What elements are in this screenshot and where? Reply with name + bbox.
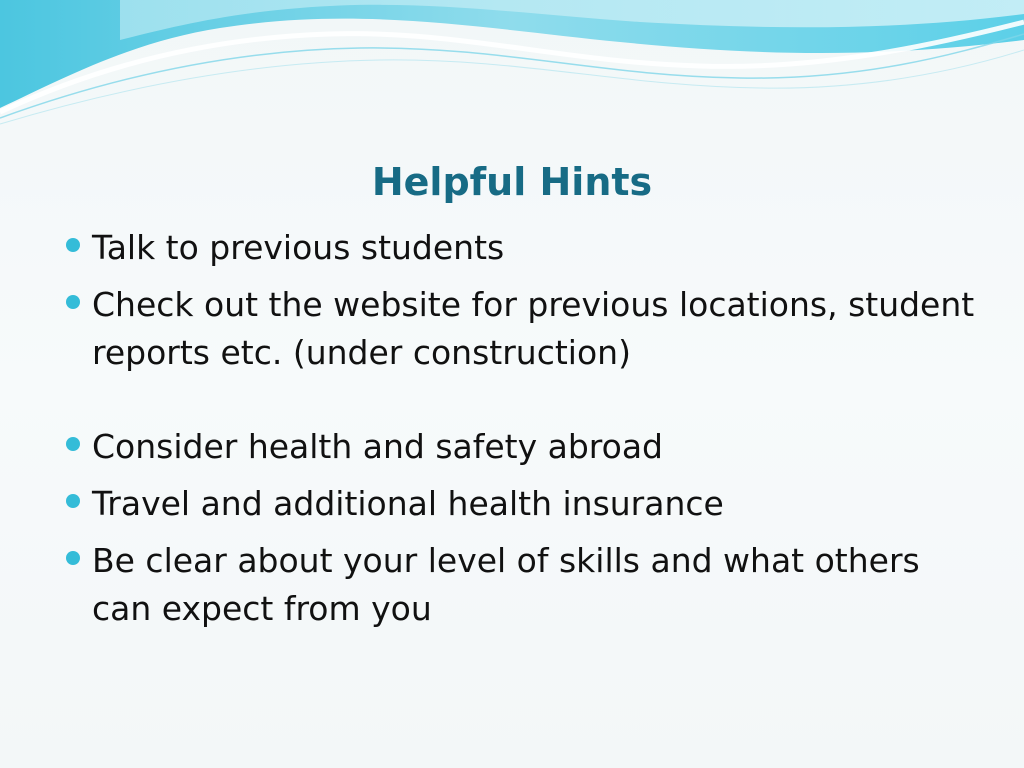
bullet-text: Check out the website for previous locations, student reports etc. (under construction) [92,285,975,372]
bullet-dot-icon [66,238,80,252]
bullet-item [62,281,982,377]
header-wave-decoration [0,0,1024,130]
bullet-list [62,224,982,642]
bullet-dot-icon [66,295,80,309]
bullet-dot-icon [66,494,80,508]
bullet-dot-icon [66,551,80,565]
bullet-text: Consider health and safety abroad [92,427,664,466]
bullet-item [62,480,982,528]
bullet-item [62,423,982,471]
slide-title: Helpful Hints [371,160,653,204]
bullet-text: Talk to previous students [92,228,505,267]
bullet-text: Be clear about your level of skills and what others can expect from you [92,541,920,628]
bullet-dot-icon [66,437,80,451]
bullet-item [62,224,982,272]
bullet-item [62,537,982,633]
bullet-text: Travel and additional health insurance [92,484,724,523]
